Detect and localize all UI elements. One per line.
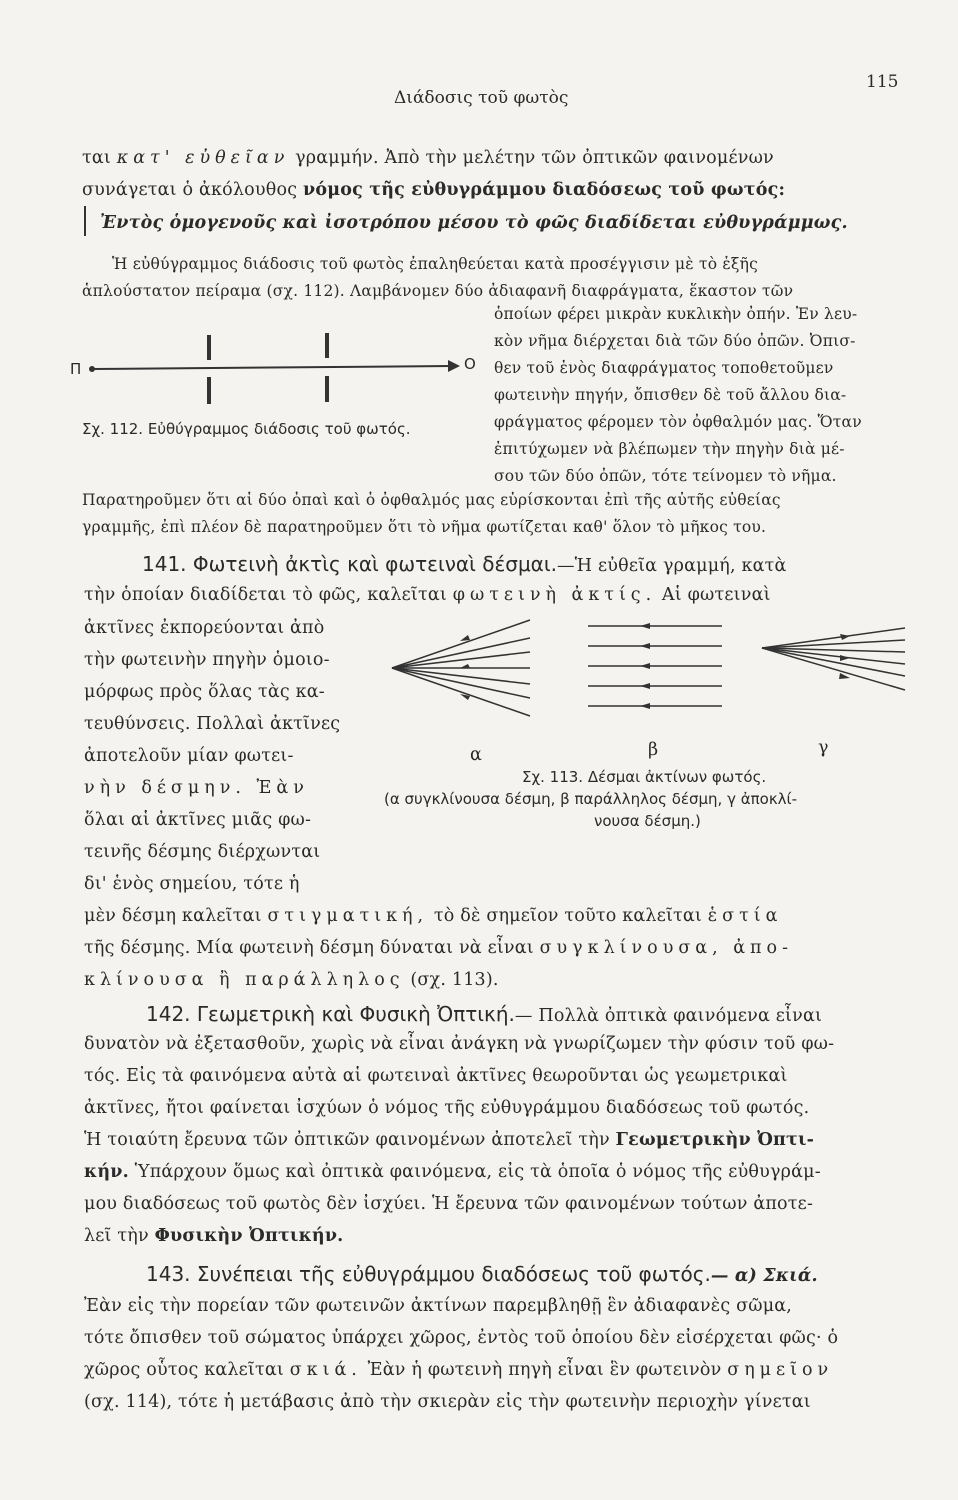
- sec141-left-7: ὅλαι αἱ ἀκτῖνες μιᾶς φω-: [84, 810, 312, 830]
- term-geometric-optics: Γεωμετρικὴν Ὀπτι-: [615, 1130, 815, 1150]
- sec141-left-8: τεινῆς δέσμης διέρχωνται: [84, 842, 321, 862]
- beam-parallel: [588, 626, 722, 706]
- term-diverging-parallel: κλίνουσα ἢ παράλληλος: [84, 970, 405, 990]
- arrow-icon: [460, 635, 470, 641]
- ray: [392, 668, 530, 684]
- fig112-caption: Σχ. 112. Εὐθύγραμμος διάδοσις τοῦ φωτός.: [82, 420, 411, 438]
- text-run: Ἡ τοιαύτη ἔρευνα τῶν ὀπτικῶν φαινομένων ἀποτελεῖ τὴν: [84, 1130, 616, 1150]
- text-run: —Ἡ εὐθεῖα γραμμή, κατὰ: [556, 556, 787, 576]
- ray: [392, 668, 530, 698]
- sec141-left-3: μόρφως πρὸς ὅλας τὰς κα-: [84, 682, 325, 702]
- sec141-left-9: δι' ἑνὸς σημείου, τότε ἡ: [84, 874, 300, 894]
- sec142-line3: τός. Εἰς τὰ φαινόμενα αὐτὰ αἱ φωτειναὶ ἀκτῖνες θεωροῦνται ὡς γεωμετρικαὶ: [84, 1066, 788, 1086]
- spaced-term: κατ' εὐθεῖαν: [116, 148, 290, 168]
- text-run: (σχ. 113).: [404, 970, 499, 990]
- sec143-line1: [146, 1262, 818, 1286]
- term-shadow: σκιά.: [289, 1360, 362, 1380]
- arrow-icon: [640, 623, 650, 629]
- ray: [392, 620, 530, 668]
- sec142-line7: μου διαδόσεως τοῦ φωτὸς δὲν ἰσχύει. Ἡ ἔρευνα τῶν φαινομένων τούτων ἀποτε-: [84, 1194, 814, 1214]
- sec142-line5: [84, 1130, 814, 1150]
- fig113-label-a: α: [470, 745, 483, 765]
- para2-right-1: ὁποίων φέρει μικρὰν κυκλικὴν ὀπήν. Ἐν λευ-: [494, 305, 858, 323]
- term-ray: φωτεινὴ ἀκτίς.: [452, 585, 657, 605]
- text-run: γραμμήν. Ἀπὸ τὴν μελέτην τῶν ὀπτικῶν φαινομένων: [289, 148, 774, 168]
- fig112-label-o: Ο: [464, 355, 476, 373]
- text-run: τὴν ὁποίαν διαδίδεται τὸ φῶς, καλεῖται: [84, 585, 453, 605]
- para2-after-1: Παρατηροῦμεν ὅτι αἱ δύο ὀπαὶ καὶ ὁ ὀφθαλμός μας εὑρίσκονται ἐπὶ τῆς αὐτῆς εὐθείας: [82, 491, 781, 509]
- sec143-line3: τότε ὄπισθεν τοῦ σώματος ὑπάρχει χῶρος, ἐντὸς τοῦ ὁποίου δὲν εἰσέρχεται φῶς· ὁ: [84, 1328, 839, 1348]
- arrow-icon: [640, 663, 650, 669]
- text-run: μὲν δέσμη καλεῖται: [84, 906, 268, 926]
- para2-line2: ἁπλούστατον πείραμα (σχ. 112). Λαμβάνομεν δύο ἀδιαφανῆ διαφράγματα, ἕκαστον τῶν: [82, 282, 794, 300]
- sec143-heading: 143. Συνέπειαι τῆς εὐθυγράμμου διαδόσεως τοῦ φωτός.: [146, 1262, 711, 1286]
- sec143-subhead: — α) Σκιά.: [710, 1266, 818, 1286]
- text-run: χῶρος οὗτος καλεῖται: [84, 1360, 290, 1380]
- para2-right-3: θεν τοῦ ἑνὸς διαφράγματος τοποθετοῦμεν: [494, 359, 834, 377]
- sec142-line4: ἀκτῖνες, ἤτοι φαίνεται ἰσχύων ὁ νόμος τῆς εὐθυγράμμου διαδόσεως τοῦ φωτός.: [84, 1098, 810, 1118]
- term-geometric-optics-end: κήν.: [84, 1162, 129, 1182]
- para2-after-2: γραμμῆς, ἐπὶ πλέον δὲ παρατηροῦμεν ὅτι τὸ νῆμα φωτίζεται καθ' ὅλον τὸ μῆκος του.: [82, 518, 767, 536]
- term-point: σημεῖον: [727, 1360, 834, 1380]
- fig113-caption-1: Σχ. 113. Δέσμαι ἀκτίνων φωτός.: [522, 768, 767, 786]
- running-title: Διάδοσις τοῦ φωτὸς: [394, 88, 569, 108]
- ray: [762, 648, 905, 690]
- text-run: τὸ δὲ σημεῖον τοῦτο καλεῖται: [428, 906, 708, 926]
- arrow-icon: [840, 655, 850, 661]
- text-run: ται: [82, 148, 117, 168]
- sec142-line2: δυνατὸν νὰ ἐξετασθοῦν, χωρὶς νὰ εἶναι ἀνάγκη νὰ γνωρίζωμεν τὴν φύσιν τοῦ φω-: [84, 1034, 835, 1054]
- para2-right-6: ἐπιτύχωμεν νὰ βλέπωμεν τὴν πηγὴν διὰ μέ-: [494, 440, 845, 458]
- sec143-line5: (σχ. 114), τότε ἡ μετάβασις ἀπὸ τὴν σκιερὰν εἰς τὴν φωτεινὴν περιοχὴν γίνεται: [84, 1392, 811, 1412]
- sec141-heading: 141. Φωτεινὴ ἀκτὶς καὶ φωτειναὶ δέσμαι.: [142, 552, 557, 576]
- arrow-icon: [640, 703, 650, 709]
- arrow-icon: [640, 643, 650, 649]
- para2-right-4: φωτεινὴν πηγήν, ὄπισθεν δὲ τοῦ ἄλλου δια-: [494, 386, 847, 404]
- sec141-left-2: τὴν φωτεινὴν πηγὴν ὁμοιο-: [84, 650, 330, 670]
- arrow-icon: [840, 634, 850, 640]
- text-run: λεῖ τὴν: [84, 1226, 155, 1246]
- fig112-label-p: Π: [70, 360, 82, 378]
- fig113-label-g: γ: [818, 738, 829, 758]
- arrow-icon: [640, 683, 650, 689]
- fig113-caption-3: νουσα δέσμη.): [594, 812, 701, 830]
- arrow-icon: [460, 664, 470, 668]
- sec142-line1: [146, 1002, 822, 1026]
- text-run: τῆς δέσμης. Μία φωτεινὴ δέσμη δύναται νὰ εἶναι: [84, 938, 540, 958]
- fig113-label-b: β: [648, 740, 659, 760]
- ray: [762, 628, 905, 648]
- sec141-left-6: νὴν δέσμην. Ἐὰν: [84, 778, 309, 798]
- para2-right-2: κὸν νῆμα διέρχεται διὰ τῶν δύο ὀπῶν. Ὀπισ-: [494, 332, 856, 350]
- law-statement: Ἐντὸς ὁμογενοῦς καὶ ἰσοτρόπου μέσου τὸ φῶς διαδίδεται εὐθυγράμμως.: [100, 213, 848, 233]
- text-run: Αἱ φωτειναὶ: [656, 585, 771, 605]
- text-run: ἀποτελοῦν μίαν φωτει-: [84, 746, 294, 766]
- term-focus: ἑστία: [707, 906, 783, 926]
- para2-line1: Ἡ εὐθύγραμμος διάδοσις τοῦ φωτὸς ἐπαληθεύεται κατὰ προσέγγισιν μὲ τὸ ἑξῆς: [112, 255, 759, 273]
- term-point-beam: στιγματική,: [267, 906, 429, 926]
- para2-right-5: φράγματος φέρομεν τὸν ὀφθαλμόν μας. Ὅταν: [494, 413, 862, 431]
- sec141-left-4: τευθύνσεις. Πολλαὶ ἀκτῖνες: [84, 714, 341, 734]
- sec143-line2: Ἐὰν εἰς τὴν πορείαν τῶν φωτεινῶν ἀκτίνων παρεμβληθῇ ἓν ἀδιαφανὲς σῶμα,: [84, 1296, 793, 1316]
- ray: [762, 640, 905, 648]
- ray: [392, 638, 530, 668]
- ray: [392, 668, 530, 716]
- sec142-heading: 142. Γεωμετρικὴ καὶ Φυσικὴ Ὀπτική.: [146, 1002, 515, 1026]
- law-name: νόμος τῆς εὐθυγράμμου διαδόσεως τοῦ φωτός:: [302, 180, 786, 200]
- sec142-line8: [84, 1226, 343, 1246]
- fig113-caption-2: (α συγκλίνουσα δέσμη, β παράλληλος δέσμη, γ ἀποκλί-: [384, 790, 798, 808]
- text-run: Ἐὰν ἡ φωτεινὴ πηγὴ εἶναι ἓν φωτεινὸν: [361, 1360, 728, 1380]
- sec143-line4: [84, 1360, 833, 1380]
- beam-diverging: [762, 628, 905, 690]
- term-diverging-start: ἀπο-: [722, 938, 794, 958]
- ray: [392, 652, 530, 668]
- sec142-line6: [84, 1162, 821, 1182]
- sec141-left-1: ἀκτῖνες ἐκπορεύονται ἀπὸ: [84, 618, 325, 638]
- page-number: 115: [866, 72, 899, 92]
- text-run: — Πολλὰ ὀπτικὰ φαινόμενα εἶναι: [514, 1006, 823, 1026]
- term-physical-optics: Φυσικὴν Ὀπτικήν.: [154, 1226, 344, 1246]
- para2-right-7: σου τῶν δύο ὀπῶν, τότε τείνομεν τὸ νῆμα.: [494, 467, 837, 485]
- text-run: Ὑπάρχουν ὅμως καὶ ὀπτικὰ φαινόμενα, εἰς τὰ ὁποῖα ὁ νόμος τῆς εὐθυγράμ-: [128, 1162, 821, 1182]
- term-converging: συγκλίνουσα,: [539, 938, 723, 958]
- text-run: συνάγεται ὁ ἀκόλουθος: [82, 180, 303, 200]
